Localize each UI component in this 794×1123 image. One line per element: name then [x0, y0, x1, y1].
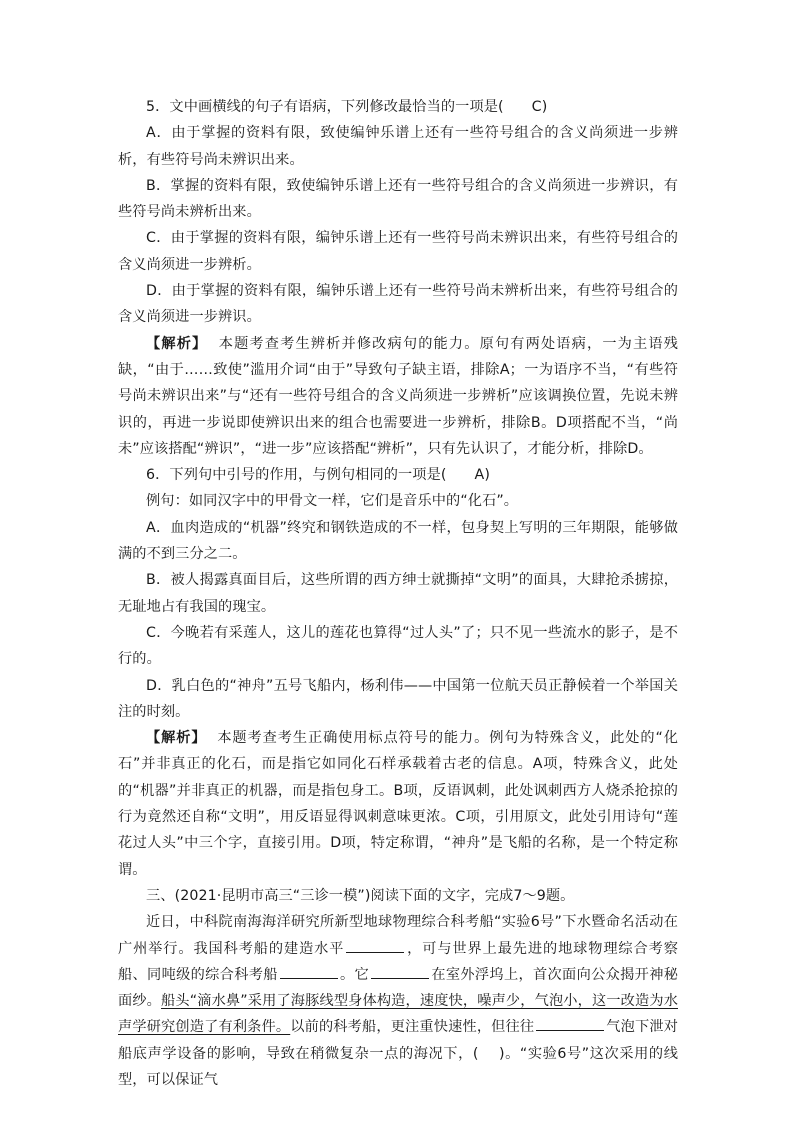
underlined-sentence: 船头“滴水鼻”采用了海豚线型身体构造，速度快，噪声少，气泡小，这一改造为水声学研究创造了有利条件。	[118, 993, 678, 1036]
blank-3	[371, 964, 429, 979]
q6-example: 例句：如同汉字中的甲骨文一样，它们是音乐中的“化石”。	[146, 493, 519, 510]
q5-option-d: D．由于掌握的资料有限，编钟乐谱上还有一些符号尚未辨析出来，有些符号组合的含义尚须进一步辨识。	[118, 283, 678, 326]
passage-part-6: 以前的科考船，更注重快速性，但往往	[290, 1019, 535, 1036]
q5-option-b: B．掌握的资料有限，致使编钟乐谱上还有一些符号组合的含义尚须进一步辨识，有些符号尚未辨析出来。	[118, 177, 678, 221]
passage-part-1: 近日，中科院南海海洋研究所新型地球物理综合科考船“实验6号”下水暨命名活动在广州举行。我国科考船的建造水平	[118, 914, 678, 957]
q6-analysis-tag: 【解析】	[146, 730, 207, 747]
q6-analysis-text: 本题考查考生正确使用标点符号的能力。例句为特殊含义，此处的“化石”并非真正的化石，而是指它如同化石样承载着古老的信息。A项，特殊含义，此处的“机器”并非真正的机器，而是指包身工。B项，反语讽刺，此处讽刺西方人烧杀抢掠的行为竟然还自称“文明”，用反语显得讽刺意味更浓。C项，引用原文，此处引用诗句“莲花过人头”中三个字，直接引用。D项，特定称谓，“神舟”是飞船的名称，是一个特定称谓。	[118, 730, 678, 878]
q6-option-c: C．今晚若有采莲人，这儿的莲花也算得“过人头”了；只不见一些流水的影子，是不行的。	[118, 624, 678, 668]
passage-part-2: ，可与世界上最先进的地球物理综合考察船、同吨级的综合科考船	[118, 940, 678, 983]
q6-analysis	[118, 725, 678, 883]
q5-analysis-tag: 【解析】	[146, 335, 208, 352]
question-6-stem	[118, 462, 678, 488]
q5-stem-text: 5．文中画横线的句子有语病，下列修改最恰当的一项是(	[146, 99, 504, 115]
q6-option-a: A．血肉造成的“机器”终究和钢铁造成的不一样，包身契上写明的三年期限，能够做满的不到三分之二。	[118, 519, 678, 563]
passage-part-8: )。“实验6号”这次采用的线型，可以保证气	[118, 1045, 678, 1088]
section-3-heading: 三、(2021·昆明市高三“三诊一模”)阅读下面的文字，完成7～9题。	[146, 887, 575, 904]
blank-1	[346, 938, 404, 953]
q5-answer: C	[531, 99, 542, 115]
q6-stem-text: 6．下列句中引号的作用，与例句相同的一项是(	[146, 467, 447, 484]
q5-option-a: A．由于掌握的资料有限，致使编钟乐谱上还有一些符号组合的含义尚须进一步辨析，有些符号尚未辨识出来。	[118, 125, 678, 168]
blank-2	[280, 964, 338, 979]
section-3-passage	[118, 909, 678, 1093]
q6-option-b: B．被人揭露真面目后，这些所谓的西方绅士就撕掉“文明”的面具，大肆抢杀掳掠，无耻地占有我国的瑰宝。	[118, 572, 678, 615]
q5-option-c: C．由于掌握的资料有限，编钟乐谱上还有一些符号尚未辨识出来，有些符号组合的含义尚须进一步辨析。	[118, 230, 678, 273]
passage-part-3: 。它	[339, 966, 370, 983]
q6-close: )	[484, 467, 490, 484]
q5-analysis	[118, 331, 678, 462]
q5-analysis-text: 本题考查考生辨析并修改病句的能力。原句有两处语病，一为主语残缺，“由于……致使”滥用介词“由于”导致句子缺主语，排除A；一为语序不当，“有些符号尚未辨识出来”与“还有一些符号组合的含义尚须进一步辨析”应该调换位置，先说未辨识的，再进一步说即使辨识出来的组合也需要进一步辨析，排除B。D项搭配不当，“尚未”应该搭配“辨识”，“进一步”应该搭配“辨析”，只有先认识了，才能分析，排除D。	[118, 335, 678, 457]
passage-part-4: 在室外浮坞上，首次面向公众揭开神秘面纱。	[118, 966, 679, 1010]
passage-part-7: 气泡下泄对船底声学设备的影响，导致在稍微复杂一点的海况下，(	[118, 1019, 678, 1062]
question-5-stem	[118, 94, 678, 120]
q5-close: )	[541, 99, 548, 115]
q6-answer: A	[474, 467, 485, 484]
blank-4	[536, 1016, 604, 1031]
exam-content	[118, 94, 678, 1093]
q6-option-d: D．乳白色的“神舟”五号飞船内，杨利伟——中国第一位航天员正静候着一个举国关注的时刻。	[118, 677, 678, 720]
